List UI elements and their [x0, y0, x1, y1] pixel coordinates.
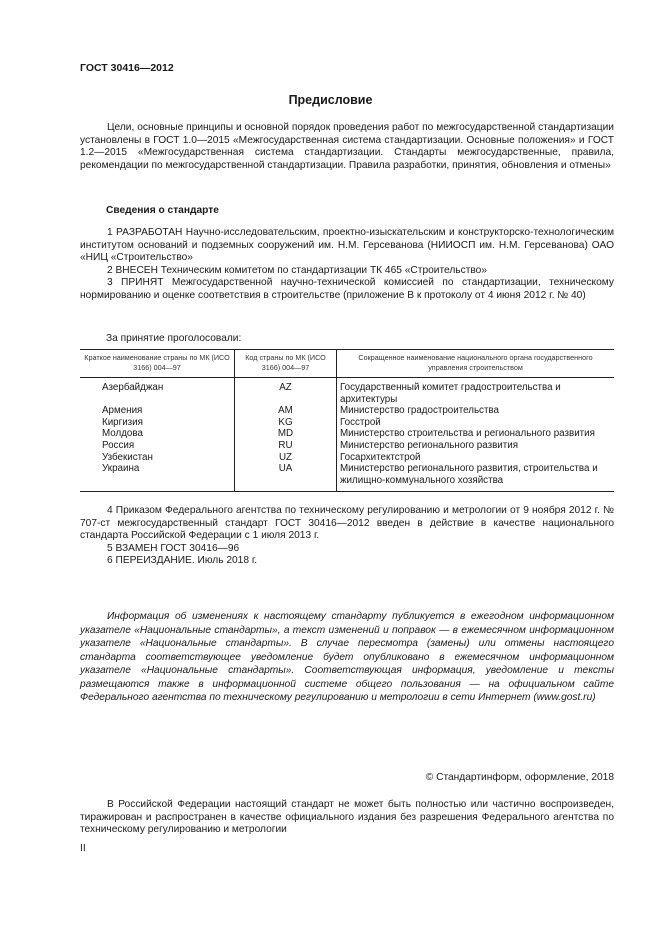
body-cell: Госархитектстрой — [337, 452, 615, 464]
page-title: Предисловие — [288, 93, 373, 107]
info-item-2: 2 ВНЕСЕН Техническим комитетом по стандартизации ТК 465 «Строительство» — [107, 264, 487, 276]
changes-notice — [80, 610, 614, 705]
info-item-5: 5 ВЗАМЕН ГОСТ 30416—96 — [107, 542, 240, 554]
changes-notice-text: Информация об изменениях к настоящему стандарту публикуется в ежегодном информационном указателе «Национальные стандарты», а текст изменений и поправок — в ежемесячном информационном указателе «Национальные стандарты». В случае пересмотра (замены) или отмены настоящего стандарта соответствующее уведомление будет опубликовано в ежемесячном информационном указателе «Национальные стандарты». Соответствующая информация, уведомление и тексты размещаются также в информационной системе общего пользования — на официальном сайте Федерального агентства по техническому регулированию и метрологии в сети Интернет (www.gost.ru) — [80, 611, 614, 703]
code-cell: AM — [235, 405, 337, 417]
info-item-3: 3 ПРИНЯТ Межгосударственной научно-технической комиссией по стандартизации, техническому нормированию и оценке соответствия в строительстве (приложение В к протоколу от 4 июня 2012 г. № 40) — [80, 277, 614, 301]
intro-text: Цели, основные принципы и основной порядок проведения работ по межгосударственной стандартизации установлены в ГОСТ 1.0—2015 «Межгосударственная система стандартизации. Основные положения» и ГОСТ 1.2—2015 «Межгосударственная система стандартизации. Стандарты межгосударственные, правила, рекомендации по межгосударственной стандартизации. Правила разработки, принятия, обновления и отмены» — [80, 122, 614, 171]
table-row — [80, 405, 614, 417]
legal-notice-text: В Российской Федерации настоящий стандарт не может быть полностью или частично воспроизведен, тиражирован и распространен в качестве официального издания без разрешения Федерального агентства по техническому регулированию и метрологии — [80, 799, 614, 836]
table-row — [80, 452, 614, 464]
header-country: Краткое наименование страны по МК (ИСО 3166) 004—97 — [84, 353, 230, 372]
voting-table — [80, 349, 614, 492]
country-cell: Молдова — [102, 428, 143, 440]
standard-info-heading: Сведения о стандарте — [106, 205, 219, 216]
standard-info-list — [80, 227, 614, 303]
info-item-4: 4 Приказом Федерального агентства по техническому регулированию и метрологии от 9 ноября 2012 г. № 707-ст межгосударственный стандарт ГОСТ 30416—2012 введен в действие в качестве национального стандарта Российской Федерации с 1 июля 2013 г. — [80, 505, 614, 542]
body-cell: Министерство регионального развития — [337, 440, 615, 452]
voting-label: За принятие проголосовали: — [106, 333, 242, 344]
header-body: Сокращенное наименование национального органа государственного управления строительством — [337, 350, 615, 378]
standard-info-list-continued — [80, 505, 614, 568]
intro-paragraph — [80, 122, 614, 172]
body-cell: Госстрой — [337, 417, 615, 429]
code-cell: UZ — [235, 452, 337, 464]
country-cell: Киргизия — [102, 416, 143, 428]
country-cell: Армения — [102, 405, 143, 417]
info-item-1: 1 РАЗРАБОТАН Научно-исследовательским, проектно-изыскательским и конструкторско-технологическим институтом оснований и подземных сооружений им. Н.М. Герсеванова (НИИОСП им. Н.М. Герсеванова) ОАО «НИЦ «Строительство» — [80, 227, 614, 264]
country-cell: Россия — [102, 439, 135, 451]
code-cell: UA — [235, 463, 337, 492]
table-row — [80, 378, 614, 406]
country-cell: Узбекистан — [102, 451, 153, 463]
page-number: II — [80, 843, 86, 854]
header-code: Код страны по МК (ИСО 3166) 004—97 — [235, 350, 337, 378]
code-cell: RU — [235, 440, 337, 452]
table-row — [80, 428, 614, 440]
table-row — [80, 440, 614, 452]
code-cell: KG — [235, 417, 337, 429]
body-cell: Министерство градостроительства — [337, 405, 615, 417]
body-cell: Министерство регионального развития, строительства и жилищно-коммунального хозяйства — [337, 463, 615, 492]
table-row — [80, 417, 614, 429]
code-cell: AZ — [235, 378, 337, 406]
copyright-line: © Стандартинформ, оформление, 2018 — [425, 772, 614, 783]
voting-table-header — [80, 350, 614, 378]
country-cell: Украина — [102, 463, 140, 475]
country-cell: Азербайджан — [102, 382, 164, 393]
info-item-6: 6 ПЕРЕИЗДАНИЕ. Июль 2018 г. — [107, 555, 258, 567]
table-row — [80, 463, 614, 492]
document-code: ГОСТ 30416—2012 — [80, 62, 174, 74]
legal-notice — [80, 799, 614, 837]
code-cell: MD — [235, 428, 337, 440]
body-cell: Государственный комитет градостроительства и архитектуры — [337, 378, 615, 406]
body-cell: Министерство строительства и регионального развития — [337, 428, 615, 440]
